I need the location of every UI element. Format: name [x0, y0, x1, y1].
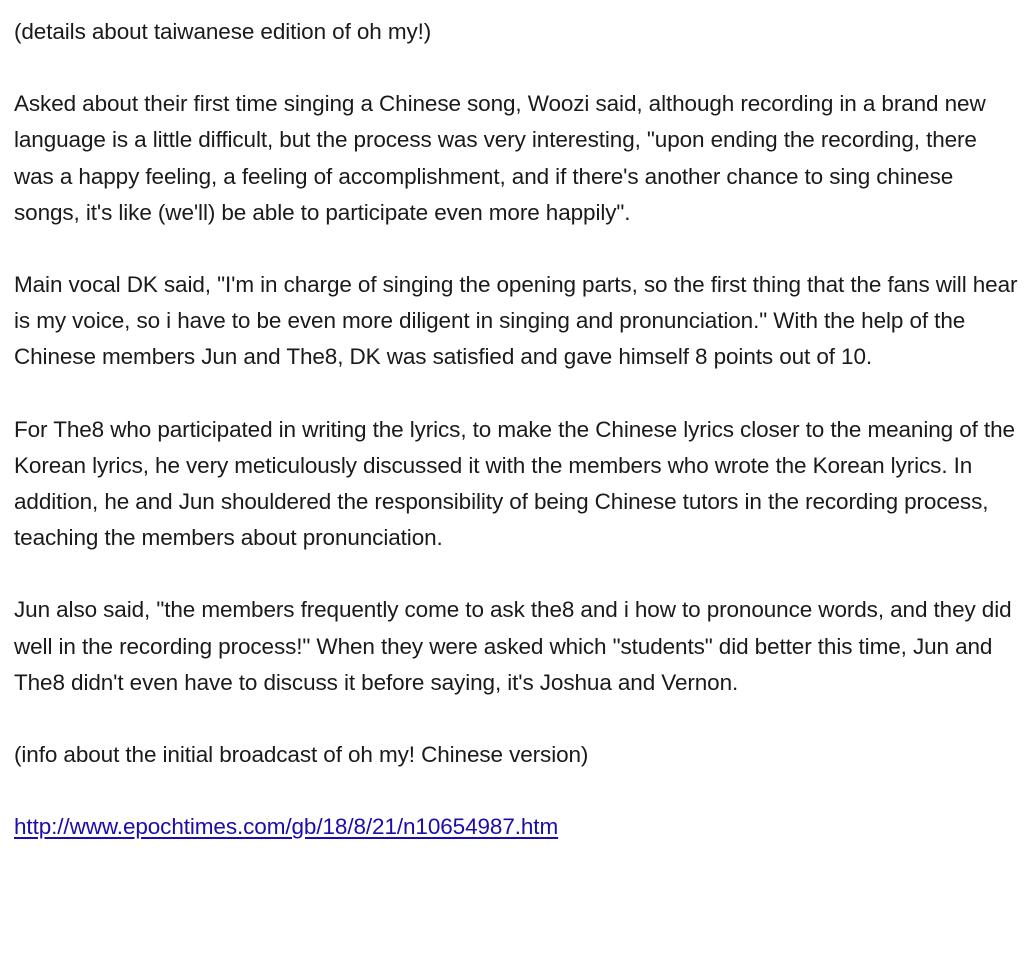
paragraph-the8-lyrics: For The8 who participated in writing the lyrics, to make the Chinese lyrics closer to the meaning of the Korean lyrics, he very meticulously discussed it with the members who wrote the Korean lyrics. In addition, he and Jun shouldered the responsibility of being Chinese tutors in the recording process, teaching the members about pronunciation. [14, 416, 1015, 551]
source-link-paragraph [14, 809, 1018, 845]
document-body [14, 14, 1018, 845]
paragraph-broadcast-note: (info about the initial broadcast of oh my! Chinese version) [14, 742, 589, 768]
source-link[interactable]: http://www.epochtimes.com/gb/18/8/21/n10654987.htm [14, 814, 559, 840]
paragraph-woozi-quote: Asked about their first time singing a Chinese song, Woozi said, although recording in a brand new language is a little difficult, but the process was very interesting, "upon ending the recording, there was a happy feeling, a feeling of accomplishment, and if there's another chance to sing chinese songs, it's like (we'll) be able to participate even more happily". [14, 91, 986, 225]
paragraph-jun-quote: Jun also said, "the members frequently come to ask the8 and i how to pronounce words, and they did well in the recording process!" When they were asked which "students" did better this time, Jun and The8 didn't even have to discuss it before saying, it's Joshua and Vernon. [14, 597, 1012, 695]
paragraph-dk-quote: Main vocal DK said, "I'm in charge of singing the opening parts, so the first thing that the fans will hear is my voice, so i have to be even more diligent in singing and pronunciation." With the help of the Chinese members Jun and The8, DK was satisfied and gave himself 8 points out of 10. [14, 272, 1018, 370]
paragraph-intro-note: (details about taiwanese edition of oh my!) [14, 19, 432, 44]
